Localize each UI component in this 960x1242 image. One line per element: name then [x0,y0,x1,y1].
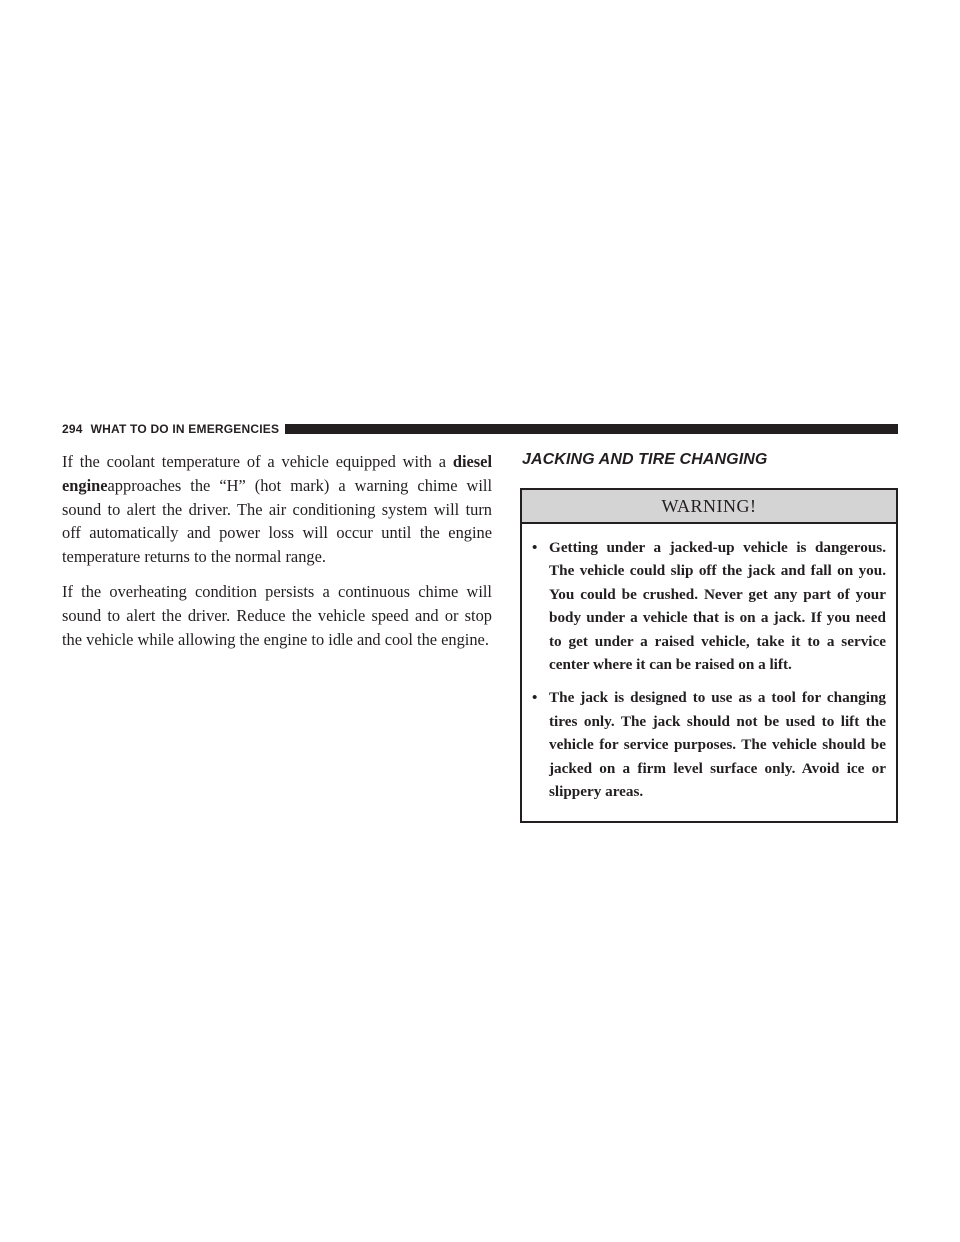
warning-item-text: The jack is designed to use as a tool for changing tires only. The jack should not be used to lift the vehicle for service purposes. The vehicle should be jacked on a firm level surface only. Avoid ice or slippery areas. [549,689,886,801]
page-number: 294 [62,422,83,436]
bullet-icon: • [532,539,538,556]
header-rule [285,424,898,434]
left-column [62,450,492,662]
section-title: WHAT TO DO IN EMERGENCIES [90,422,280,436]
warning-list [522,524,896,821]
warning-item-text: Getting under a jacked-up vehicle is dangerous. The vehicle could slip off the jack and fall on you. You could be crushed. Never get any part of your body under a vehicle that is on a jack. If you need to get under a raised vehicle, take it to a service center where it can be raised on a lift. [549,539,886,674]
page-header [62,421,898,437]
coolant-paragraph [62,450,492,569]
coolant-paragraph-lead: If the coolant temperature of a vehicle equipped with a [62,452,446,471]
warning-item [532,686,886,803]
section-heading: JACKING AND TIRE CHANGING [522,451,768,468]
warning-box [520,488,898,823]
overheating-paragraph: If the overheating condition persists a continuous chime will sound to alert the driver. Reduce the vehicle speed and or stop the vehicle while allowing the engine to idle and cool the engine. [62,581,492,649]
warning-title: WARNING! [522,490,896,524]
diesel-engine-term: diesel engine [62,452,492,495]
bullet-icon: • [532,689,538,707]
warning-item [532,536,886,676]
coolant-paragraph-rest: approaches the “H” (hot mark) a warning chime will sound to alert the driver. The air conditioning system will turn off automatically and power loss will occur until the engine temperature returns to the normal range. [62,475,492,567]
